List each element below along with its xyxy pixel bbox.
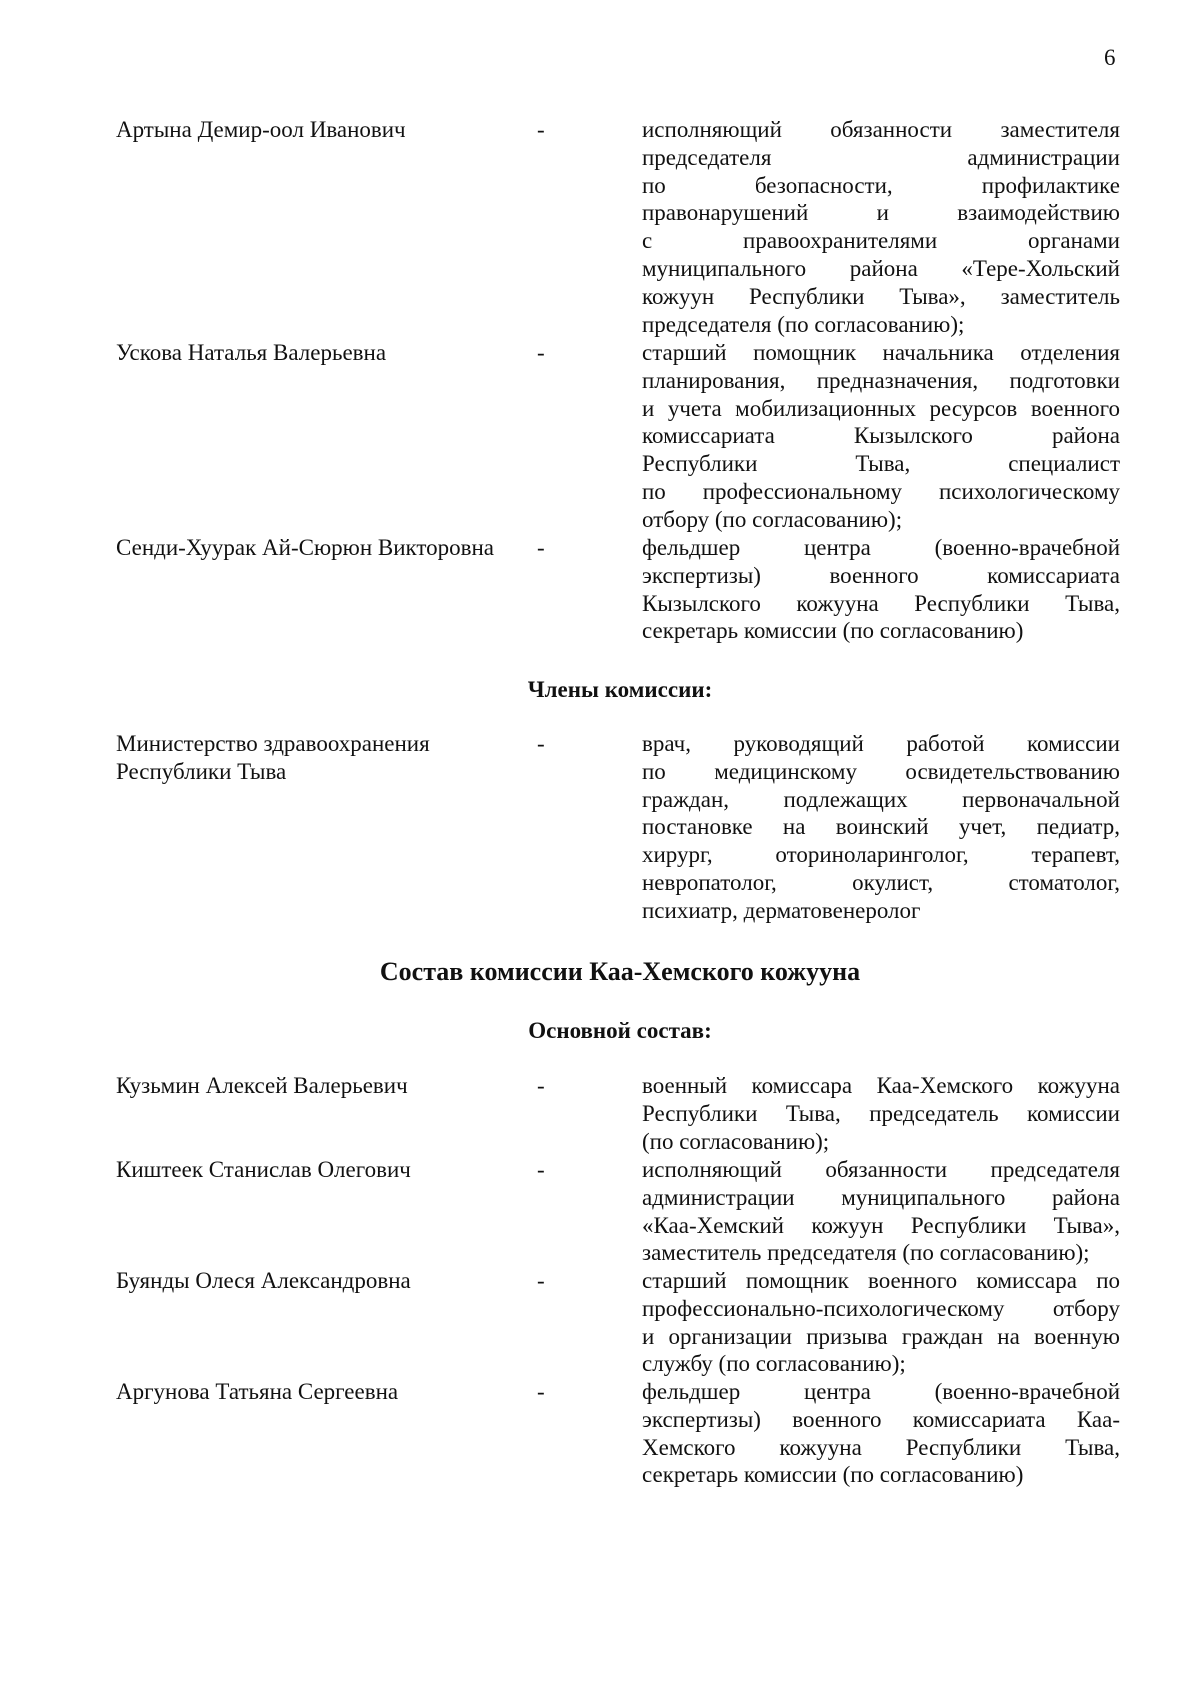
role-line: Республики Тыва, специалист (642, 451, 1120, 477)
role-line: фельдшер центра (военно-врачебной (642, 1379, 1120, 1404)
role-line: правонарушений и взаимодействию (642, 200, 1120, 226)
role-line: граждан, подлежащих первоначальной (642, 786, 1120, 812)
role-line: Кызылского кожууна Республики Тыва, (642, 590, 1120, 616)
dash: - (537, 1073, 545, 1098)
role-line: секретарь комиссии (по согласованию) (642, 618, 1024, 644)
role-line: экспертизы) военного комиссариата Каа- (642, 1406, 1120, 1432)
page-number: 6 (1104, 45, 1116, 70)
member-name: Ускова Наталья Валерьевна (116, 340, 387, 365)
role-line: военный комиссара Каа-Хемского кожууна (642, 1073, 1120, 1098)
ministry-name-line: Республики Тыва (116, 758, 287, 784)
member-name: Сенди-Хуурак Ай-Сюрюн Викторовна (116, 535, 495, 560)
dash: - (537, 1157, 545, 1182)
role-line: секретарь комиссии (по согласованию) (642, 1462, 1024, 1488)
role-line: комиссариата Кызылского района (642, 423, 1120, 449)
role-line: с правоохранителями органами (642, 228, 1120, 254)
member-role (642, 534, 1120, 645)
ministry-name (116, 730, 536, 786)
role-line: (по согласованию); (642, 1128, 830, 1154)
role-line: старший помощник начальника отделения (642, 340, 1120, 365)
dash: - (537, 535, 545, 560)
role-line: исполняющий обязанности заместителя (642, 117, 1120, 142)
role-line: врач, руководящий работой комиссии (642, 731, 1120, 756)
role-line: заместитель председателя (по согласованию); (642, 1240, 1090, 1266)
role-line: по медицинскому освидетельствованию (642, 758, 1120, 784)
role-line: кожуун Республики Тыва», заместитель (642, 283, 1120, 309)
dash: - (537, 1379, 545, 1404)
role-line: по профессиональному психологическому (642, 478, 1120, 504)
role-line: планирования, предназначения, подготовки (642, 367, 1120, 393)
member-name: Артына Демир-оол Иванович (116, 117, 406, 142)
ministry-name-line: Министерство здравоохранения (116, 731, 430, 756)
dash: - (537, 1268, 545, 1293)
section-title: Состав комиссии Каа-Хемского кожууна (379, 957, 861, 986)
members-heading: Члены комиссии: (527, 677, 713, 702)
role-line: службу (по согласованию); (642, 1351, 906, 1377)
role-line: Республики Тыва, председатель комиссии (642, 1100, 1120, 1126)
role-line: отбору (по согласованию); (642, 506, 903, 532)
role-line: постановке на воинский учет, педиатр, (642, 814, 1120, 840)
member-name: Аргунова Татьяна Сергеевна (116, 1379, 399, 1404)
member-role (642, 1267, 1120, 1378)
role-line: профессионально-психологическому отбору (642, 1295, 1120, 1321)
role-line: фельдшер центра (военно-врачебной (642, 535, 1120, 560)
role-line: по безопасности, профилактике (642, 172, 1120, 198)
role-line: председателя администрации (642, 144, 1120, 170)
member-role (642, 116, 1120, 338)
role-line: невропатолог, окулист, стоматолог, (642, 869, 1120, 895)
role-line: председателя (по согласованию); (642, 311, 965, 337)
role-line: и учета мобилизационных ресурсов военного (642, 395, 1120, 421)
role-line: муниципального района «Тере-Хольский (642, 255, 1120, 281)
main-composition-heading: Основной состав: (528, 1018, 712, 1043)
ministry-role (642, 730, 1120, 925)
member-role (642, 1072, 1120, 1155)
member-role (642, 339, 1120, 534)
role-line: и организации призыва граждан на военную (642, 1323, 1120, 1349)
member-name: Киштеек Станислав Олегович (116, 1157, 411, 1182)
role-line: старший помощник военного комиссара по (642, 1268, 1120, 1293)
member-name: Кузьмин Алексей Валерьевич (116, 1073, 408, 1098)
dash: - (537, 731, 545, 756)
member-role (642, 1378, 1120, 1489)
role-line: администрации муниципального района (642, 1184, 1120, 1210)
role-line: исполняющий обязанности председателя (642, 1157, 1120, 1182)
member-role (642, 1156, 1120, 1267)
role-line: Хемского кожууна Республики Тыва, (642, 1434, 1120, 1460)
member-name: Буянды Олеся Александровна (116, 1268, 411, 1293)
role-line: хирург, оториноларинголог, терапевт, (642, 842, 1120, 868)
role-line: экспертизы) военного комиссариата (642, 562, 1120, 588)
role-line: «Каа-Хемский кожуун Республики Тыва», (642, 1212, 1120, 1238)
dash: - (537, 340, 545, 365)
dash: - (537, 117, 545, 142)
role-line: психиатр, дерматовенеролог (642, 897, 921, 923)
